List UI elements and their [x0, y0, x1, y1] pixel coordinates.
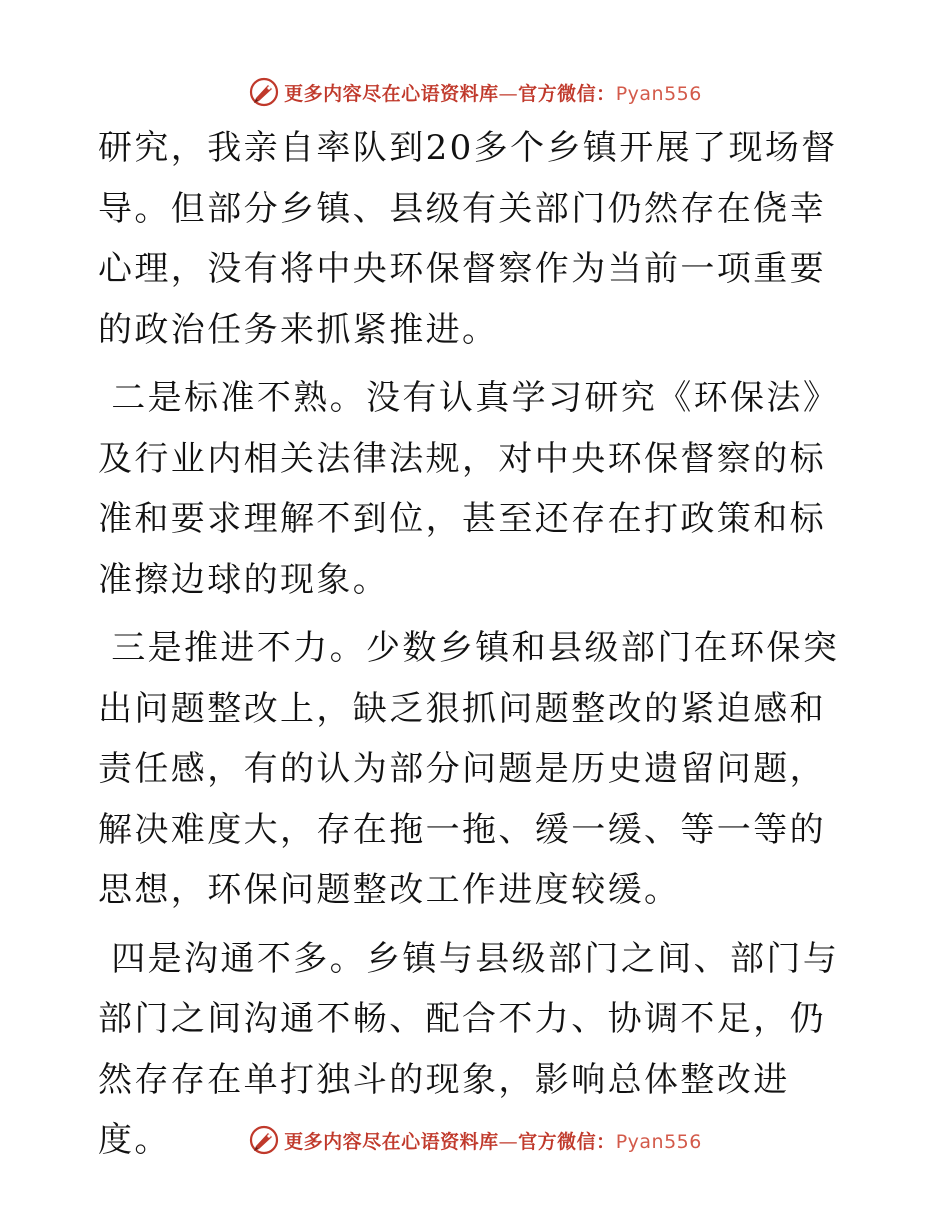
header-banner-text: 更多内容尽在心语资料库—官方微信：Pyan556	[284, 82, 702, 105]
paragraph-1: 研究，我亲自率队到20多个乡镇开展了现场督导。但部分乡镇、县级有关部门仍然存在侥幸心理，没有将中央环保督察作为当前一项重要的政治任务来抓紧推进。	[98, 128, 838, 350]
footer-banner	[0, 1120, 950, 1160]
paragraph-2: 二是标准不熟。没有认真学习研究《环保法》及行业内相关法律法规，对中央环保督察的标准和要求理解不到位，甚至还存在打政策和标准擦边球的现象。	[98, 378, 840, 600]
pen-logo-icon	[248, 1124, 280, 1156]
header-banner	[0, 72, 950, 112]
paragraph-4: 四是沟通不多。乡镇与县级部门之间、部门与部门之间沟通不畅、配合不力、协调不足，仍然存存在单打独斗的现象，影响总体整改进度。	[98, 938, 840, 1160]
pen-logo-icon	[248, 76, 280, 108]
footer-banner-text: 更多内容尽在心语资料库—官方微信：Pyan556	[284, 1130, 702, 1153]
paragraph-3: 三是推进不力。少数乡镇和县级部门在环保突出问题整改上，缺乏狠抓问题整改的紧迫感和责任感，有的认为部分问题是历史遗留问题，解决难度大，存在拖一拖、缓一缓、等一等的思想，环保问题整改工作进度较缓。	[98, 628, 840, 910]
document-body	[98, 118, 850, 1179]
